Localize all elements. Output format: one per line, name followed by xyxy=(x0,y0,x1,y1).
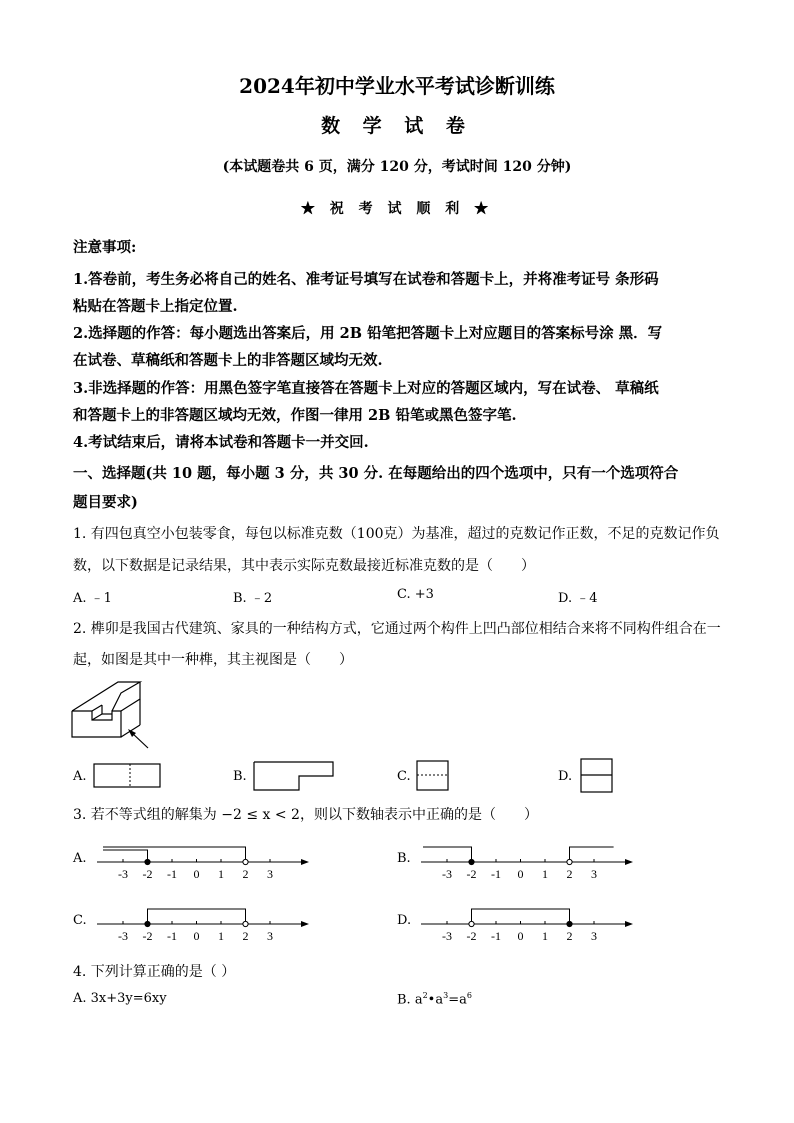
closed-point xyxy=(145,921,150,926)
section-heading: 一、选择题(共 10 题，每小题 3 分，共 30 分. 在每题给出的四个选项中，只有一个选项符合 xyxy=(73,465,679,482)
tick-label: 1 xyxy=(218,867,224,881)
tick-label: 1 xyxy=(218,929,224,943)
q3-number-line-c xyxy=(93,900,313,944)
q2-option-c-figure xyxy=(416,760,450,792)
q1-stem-cont: 数，以下数据是记录结果，其中表示实际克数最接近标准克数的是（ ） xyxy=(73,558,535,574)
notes-heading: 注意事项: xyxy=(73,239,137,256)
tick-label: 3 xyxy=(591,929,597,943)
closed-point xyxy=(145,859,150,864)
tick-label: 3 xyxy=(591,867,597,881)
tick-label: -2 xyxy=(142,867,153,881)
q3-option-a-label: A. xyxy=(73,851,87,866)
tick-label: 3 xyxy=(267,867,273,881)
tick-label: 0 xyxy=(193,929,200,943)
tick-label: -3 xyxy=(118,867,128,881)
tick-label: -2 xyxy=(466,867,477,881)
tick-label: -3 xyxy=(442,929,452,943)
tick-label: 2 xyxy=(242,867,249,881)
section-heading-cont: 题目要求) xyxy=(73,494,138,511)
exam-subject: 数 学 试 卷 xyxy=(321,115,473,137)
tick-label: 0 xyxy=(517,867,524,881)
tick-label: 1 xyxy=(542,867,548,881)
tick-label: 2 xyxy=(566,867,573,881)
exam-title: 2024年初中学业水平考试诊断训练 xyxy=(239,74,555,98)
tick-label: -1 xyxy=(167,929,177,943)
q2-option-a-figure xyxy=(93,763,163,789)
q1-stem: 1. 有四包真空小包装零食，每包以标准克数（100克）为基准，超过的克数记作正数，不足的克数记作负 xyxy=(73,526,720,542)
ray-left xyxy=(103,850,148,862)
tick-label: -2 xyxy=(466,929,477,943)
q3-option-c-label: C. xyxy=(73,913,87,928)
open-point xyxy=(243,859,248,864)
q3-number-line-a xyxy=(93,838,313,882)
tick-label: 2 xyxy=(566,929,573,943)
axis-arrow-icon xyxy=(625,921,633,927)
tick-label: 0 xyxy=(517,929,524,943)
q3-stem: 3. 若不等式组的解集为 −2 ≤ x < 2，则以下数轴表示中正确的是（ ） xyxy=(73,807,538,823)
tick-label: -2 xyxy=(142,929,153,943)
closed-point xyxy=(469,859,474,864)
tick-label: 0 xyxy=(193,867,200,881)
exam-meta: (本试题卷共 6 页，满分 120 分，考试时间 120 分钟) xyxy=(222,159,572,175)
tick-label: -3 xyxy=(442,867,452,881)
q4-option-a: A. 3x+3y=6xy xyxy=(73,991,167,1006)
q3-number-line-d xyxy=(417,900,637,944)
tick-label: -1 xyxy=(167,867,177,881)
q1-option-a: A. ﹣1 xyxy=(73,591,112,606)
q2-option-d-label: D. xyxy=(558,769,573,784)
q3-number-line-b xyxy=(417,838,637,882)
open-point xyxy=(567,859,572,864)
q3-option-d-label: D. xyxy=(397,913,412,928)
closed-point xyxy=(567,921,572,926)
tick-label: -1 xyxy=(491,867,501,881)
q2-option-a-label: A. xyxy=(73,769,87,784)
notes-line: 和答题卡上的非答题区域均无效，作图一律用 2B 铅笔或黑色签字笔. xyxy=(73,407,517,424)
notes-line: 3.非选择题的作答：用黑色签字笔直接答在答题卡上对应的答题区域内，写在试卷、 草稿纸 xyxy=(73,380,659,397)
tick-label: 1 xyxy=(542,929,548,943)
axis-arrow-icon xyxy=(625,859,633,865)
q3-option-b-label: B. xyxy=(397,851,411,866)
view-arrow-icon xyxy=(128,729,148,748)
exam-wish: ★ 祝 考 试 顺 利 ★ xyxy=(300,201,494,217)
q2-option-b-figure xyxy=(253,760,337,792)
axis-arrow-icon xyxy=(301,859,309,865)
tick-label: 2 xyxy=(242,929,249,943)
q2-stem: 2. 榫卯是我国古代建筑、家具的一种结构方式，它通过两个构件上凹凸部位相结合来将不同构件组合在一 xyxy=(73,621,721,637)
tick-label: 3 xyxy=(267,929,273,943)
tick-label: -3 xyxy=(118,929,128,943)
q2-option-d-figure xyxy=(580,758,614,794)
q1-option-d: D. ﹣4 xyxy=(558,591,598,606)
open-point xyxy=(243,921,248,926)
notes-line: 2.选择题的作答：每小题选出答案后，用 2B 铅笔把答题卡上对应题目的答案标号涂 黑．写 xyxy=(73,325,663,342)
tenon-3d-figure xyxy=(68,678,158,750)
notes-line: 1.答卷前，考生务必将自己的姓名、准考证号填写在试卷和答题卡上，并将准考证号 条形码 xyxy=(73,271,659,288)
notes-line: 粘贴在答题卡上指定位置. xyxy=(73,298,238,315)
ray-right xyxy=(570,847,614,862)
q4-option-b: B. $a^2•a^3=a^6$ xyxy=(397,991,472,1008)
axis-arrow-icon xyxy=(301,921,309,927)
notes-line: 在试卷、草稿纸和答题卡上的非答题区域均无效. xyxy=(73,352,383,369)
notes-line: 4.考试结束后，请将本试卷和答题卡一并交回. xyxy=(73,434,369,451)
q2-stem-cont: 起，如图是其中一种榫，其主视图是（ ） xyxy=(73,652,353,668)
q2-option-c-label: C. xyxy=(397,769,411,784)
open-point xyxy=(469,921,474,926)
q1-option-c: C. +3 xyxy=(397,587,434,602)
q4-stem: 4. 下列计算正确的是（ ） xyxy=(73,964,236,980)
q2-option-b-label: B. xyxy=(233,769,247,784)
tick-label: -1 xyxy=(491,929,501,943)
q1-option-b: B. ﹣2 xyxy=(233,591,273,606)
ray-left xyxy=(103,847,246,862)
